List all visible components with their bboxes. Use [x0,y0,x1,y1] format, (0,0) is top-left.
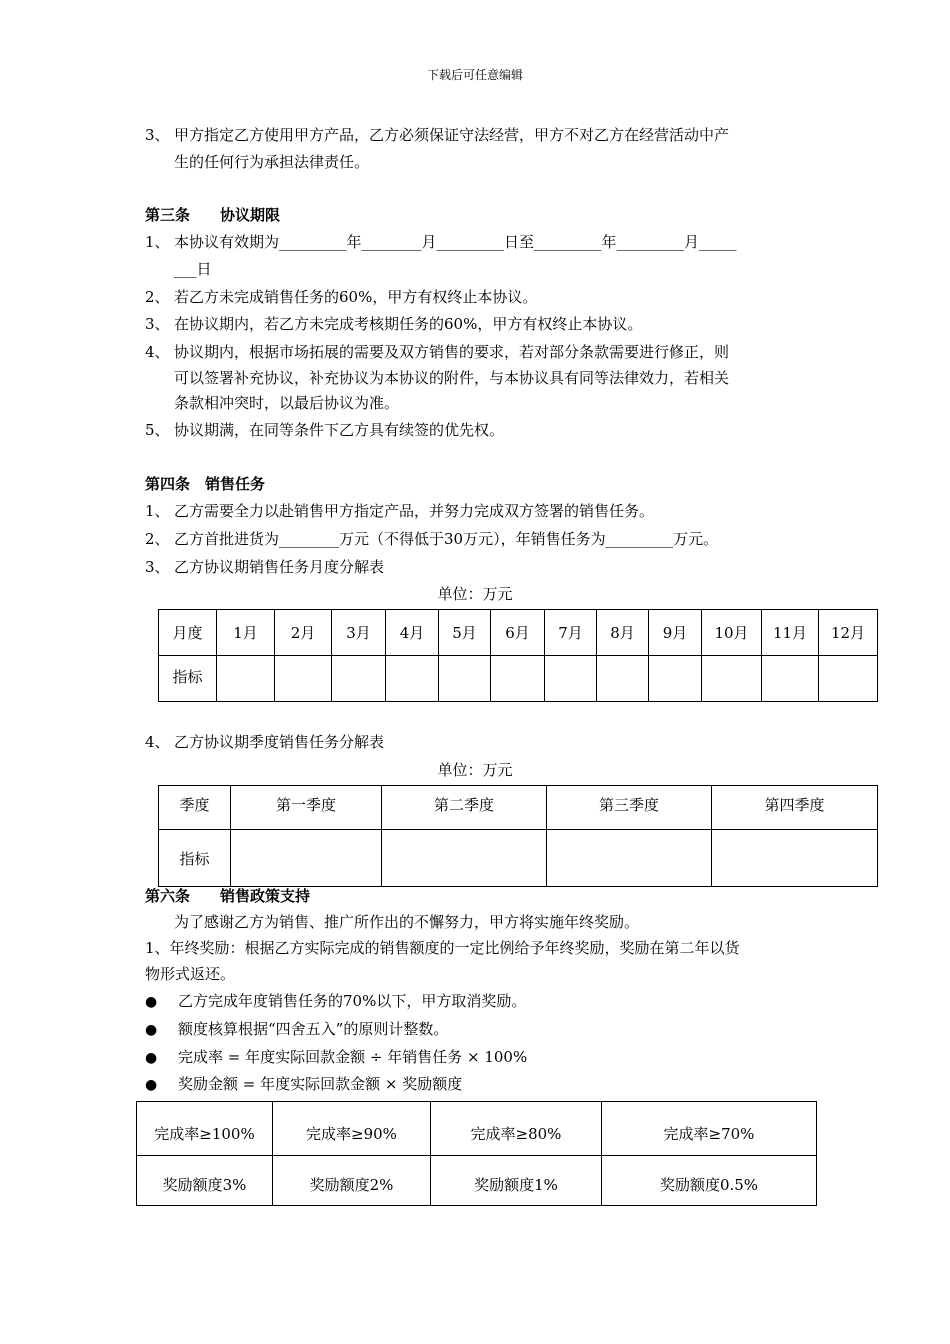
item-number: 5、 [145,421,170,439]
table-cell: 完成率≥70% [602,1102,817,1156]
table-header-row [159,610,878,656]
paragraph: 为了感谢乙方为销售、推广所作出的不懈努力，甲方将实施年终奖励。 [174,913,640,931]
table-cell [491,656,545,702]
item-text-cont: ___日 [174,260,212,278]
item-number: 1、 [145,502,170,520]
table-cell [275,656,332,702]
table-row-label: 指标 [159,830,231,887]
table-header-cell: 6月 [491,610,545,656]
item-text: 协议期内，根据市场拓展的需要及双方销售的要求，若对部分条款需要进行修正，则 [174,343,730,361]
table-header-cell: 第四季度 [712,786,878,830]
clause-item [145,419,504,440]
item-number: 2、 [145,530,170,548]
item-number: 3、 [145,126,170,144]
table-cell: 完成率≥90% [273,1102,431,1156]
unit-label: 单位：万元 [437,761,513,779]
table-header-cell: 月度 [159,610,217,656]
bullet-item [145,1073,462,1094]
clause-item [145,231,737,252]
table-cell [597,656,649,702]
clause-item [145,556,384,577]
item-text: 在协议期内，若乙方未完成考核期任务的60%，甲方有权终止本协议。 [174,315,643,333]
clause-item [145,341,729,362]
table-header-cell: 7月 [545,610,597,656]
table-header-cell: 5月 [439,610,491,656]
table-cell [545,656,597,702]
item-text: 乙方协议期季度销售任务分解表 [174,733,385,751]
item-text: 乙方需要全力以赴销售甲方指定产品，并努力完成双方签署的销售任务。 [174,502,655,520]
bullet-icon: ● [145,1077,158,1093]
item-number: 3、 [145,315,170,333]
table-cell: 奖励额度3% [137,1156,273,1206]
table-cell: 奖励额度1% [431,1156,602,1206]
bullet-text: 奖励金额 = 年度实际回款金额 × 奖励额度 [178,1075,463,1093]
table-header-cell: 12月 [819,610,878,656]
item-text: 协议期满，在同等条件下乙方具有续签的优先权。 [174,421,505,439]
table-cell [712,830,878,887]
table-header-cell: 11月 [762,610,819,656]
item-number: 4、 [145,733,170,751]
item-text: 本协议有效期为_________年________月_________日至_________年_________月_____ [174,233,737,251]
table-cell [386,656,439,702]
table-header-row [159,786,878,830]
item-text-cont: 条款相冲突时，以最后协议为准。 [174,394,400,412]
unit-label: 单位：万元 [437,585,513,603]
paragraph: 1、年终奖励：根据乙方实际完成的销售额度的一定比例给予年终奖励，奖励在第二年以货 [145,939,740,957]
table-cell: 奖励额度2% [273,1156,431,1206]
section-title: 第三条 协议期限 [145,206,281,224]
table-cell [439,656,491,702]
table-row [159,656,878,702]
table-cell [217,656,275,702]
table-header-cell: 季度 [159,786,231,830]
table-cell [332,656,386,702]
table-header-cell: 2月 [275,610,332,656]
section-title: 第四条 销售任务 [145,475,266,493]
table-header-cell: 第二季度 [382,786,547,830]
item-text: 甲方指定乙方使用甲方产品，乙方必须保证守法经营，甲方不对乙方在经营活动中产 [174,126,730,144]
table-cell [231,830,382,887]
table-row [137,1156,817,1206]
clause-item [145,286,537,307]
table-row-label: 指标 [159,656,217,702]
table-cell [382,830,547,887]
table-header-cell: 3月 [332,610,386,656]
table-cell: 完成率≥80% [431,1102,602,1156]
bullet-icon: ● [145,1022,158,1038]
table-header-cell: 第一季度 [231,786,382,830]
item-text: 乙方首批进货为________万元（不得低于30万元），年销售任务为_________万元。 [174,530,719,548]
bullet-text: 额度核算根据“四舍五入”的原则计整数。 [178,1020,449,1038]
page-header: 下载后可任意编辑 [426,68,523,82]
quarterly-task-table [158,785,878,887]
item-number: 4、 [145,343,170,361]
bullet-icon: ● [145,1050,158,1066]
table-row [159,830,878,887]
item-number: 3、 [145,558,170,576]
clause-item [145,528,718,549]
item-text-cont: 可以签署补充协议，补充协议为本协议的附件，与本协议具有同等法律效力，若相关 [174,369,730,387]
table-row [137,1102,817,1156]
item-text: 若乙方未完成销售任务的60%，甲方有权终止本协议。 [174,288,538,306]
clause-item [145,731,384,752]
item-text: 乙方协议期销售任务月度分解表 [174,558,385,576]
bullet-item [145,990,526,1011]
item-number: 2、 [145,288,170,306]
table-header-cell: 1月 [217,610,275,656]
clause-item [145,124,729,145]
bullet-text: 乙方完成年度销售任务的70%以下，甲方取消奖励。 [178,992,527,1010]
table-cell [547,830,712,887]
monthly-task-table [158,609,878,702]
table-header-cell: 第三季度 [547,786,712,830]
table-header-cell: 4月 [386,610,439,656]
bullet-item [145,1046,527,1067]
section-title: 第六条 销售政策支持 [145,887,311,905]
table-header-cell: 8月 [597,610,649,656]
paragraph: 物形式返还。 [145,965,236,983]
table-cell [762,656,819,702]
item-number: 1、 [145,233,170,251]
item-text-cont: 生的任何行为承担法律责任。 [174,153,370,171]
bullet-text: 完成率 = 年度实际回款金额 ÷ 年销售任务 × 100% [178,1048,528,1066]
reward-table [136,1101,817,1206]
table-cell [649,656,702,702]
table-header-cell: 9月 [649,610,702,656]
clause-item [145,500,654,521]
table-cell: 奖励额度0.5% [602,1156,817,1206]
bullet-item [145,1018,448,1039]
table-cell: 完成率≥100% [137,1102,273,1156]
table-cell [819,656,878,702]
table-cell [702,656,762,702]
bullet-icon: ● [145,994,158,1010]
table-header-cell: 10月 [702,610,762,656]
clause-item [145,313,642,334]
